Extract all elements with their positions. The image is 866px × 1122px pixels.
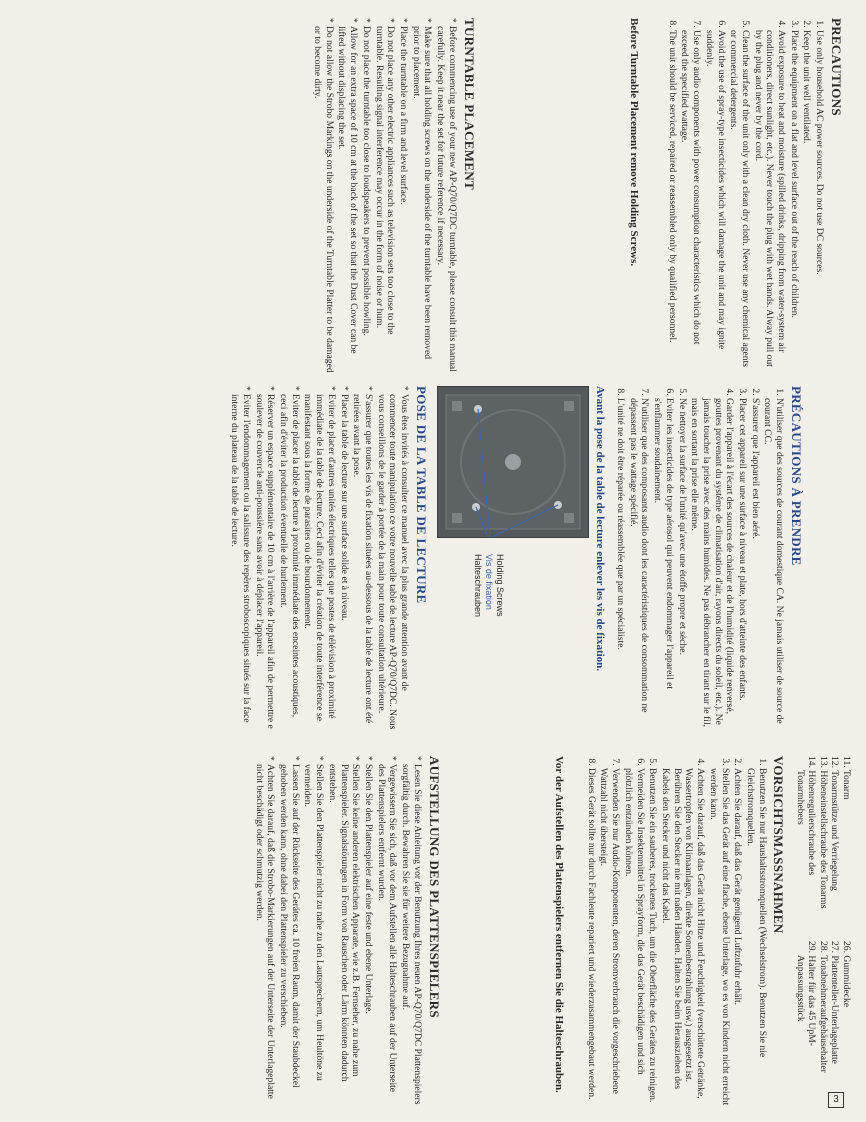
- list-item: * Eviter de placer d'autres unités électriques telles que postes de télévision à proximité immédiate de la table de lecture. Ceci afin d'éviter la création de toute interférence se manifestant sous la forme de parasites ou de bourdonnement.: [302, 394, 337, 731]
- list-item: * Before commencing use of your new AP-Q70/Q7DC turntable, please consult this manual carefully. Keep it near the set for future reference if necessary.: [434, 26, 457, 373]
- list-item: 8. Dieses Gerät sollte nur durch Fachleute repariert und wiederzusammengebaut werden.: [585, 768, 597, 1106]
- list-item: 1. Use only household AC power sources. Do not use DC sources.: [813, 30, 825, 373]
- part-item: 14. Höhenregulierschraube des: [806, 756, 818, 876]
- french-column: [227, 386, 852, 731]
- turntable-underside-drawing: [438, 387, 588, 537]
- list-item: * Lassen Sie auf der Rückseite des Gerätes ca. 10 freien Raum, damit der Staubdeckel gehoben werden kann, ohne dabei den Plattenspieler zu verschieben.: [277, 764, 300, 1106]
- part-item: 27. Plattenteller-Unterlageplatte: [829, 941, 841, 1064]
- callout-label-de: Halteschrauben: [473, 554, 484, 618]
- precautions-list-en: [666, 18, 825, 373]
- list-item: * Réserver un espace supplémentaire de 10 cm à l'arrière de l'appareil afin de permettre e soulever de couvercle anti-poussière sans avoir à déplacer l'appareil.: [253, 394, 276, 731]
- list-item: * Vous êtes invités à consulter ce manuel avec la plus grande attention avant de commencer toute manipulation ce votre nouvelle table de lecture AP-Q70/Q7DC. Nous vous conseillons de le garder à portée de la main pour toute consultation ultérieure.: [375, 394, 410, 731]
- before-placement-heading-en: Before Turntable Placement remove Holding Screws.: [628, 18, 640, 267]
- placement-heading-fr: POSE DE LA TABLE DE LECTURE: [413, 386, 429, 604]
- page-number: 3: [828, 1092, 844, 1108]
- list-item: 7. Use only audio components with power consumption characteristics which do not exceed the specified wattage.: [679, 30, 702, 373]
- part-item: 13. Höheneinstellschraube des Tonarms: [818, 756, 829, 909]
- precautions-list-de: [585, 756, 768, 1106]
- list-item: 8. The unit should be serviced, repaired or reassembled only by qualified personnel.: [666, 30, 678, 373]
- list-item: 5. Benutzen Sie ein sauberes, trockenes Tuch, um die Oberfläche des Gerätes zu reinigen.: [647, 768, 659, 1106]
- list-item: * Do not allow the Strobo Markings on the underside of the Turntable Platter to be damaged or to become dirty.: [311, 26, 334, 373]
- part-item: 11. Tonarm: [841, 756, 852, 800]
- part-item: Tonarmhebers: [795, 770, 806, 825]
- turntable-underside-figure: [437, 386, 589, 618]
- before-placement-heading-fr: Avant la pose de la table de lecture enlever les vis de fixation.: [594, 386, 607, 672]
- list-item: * Make sure that all holding screws on the underside of the turntable have been removed prior to placement.: [410, 26, 433, 373]
- german-column: [252, 756, 852, 1106]
- list-item: 6. Avoid the use of spray-type insecticides which will damage the unit and may ignite suddenly.: [703, 30, 726, 373]
- list-item: * Do not place the turntable too close to loudspeakers to prevent possible howling.: [360, 26, 372, 373]
- list-item: * Placer la table de lecture sur une surface solide et à niveau.: [338, 394, 350, 731]
- placement-heading-de: AUFSTELLUNG DES PLATTENSPIELERS: [426, 756, 442, 1018]
- parts-list-left: [795, 756, 853, 921]
- list-item: * Allow for an extra space of 10 cm at the back of the set so that the Dust Cover can be lifted without displacing the set.: [336, 26, 359, 373]
- precautions-heading-fr: PRÉCAUTIONS À PRENDRE: [789, 386, 804, 566]
- list-item: 4. Avoid exposure to heat and moisture (spilled drinks, dripping from water-system air conditioners, direct sunlight, etc.). Never touch the plug with wet hands. Alway pull out by the plug and never by the cord.: [752, 30, 787, 373]
- placement-list-fr: [228, 386, 410, 731]
- list-item: 8. L'unité ne doit être réparée ou réassemblée que par un spécialiste.: [614, 398, 626, 731]
- english-column: [310, 18, 852, 373]
- list-item: * Place the turntable on a firm and level surface.: [397, 26, 409, 373]
- list-item: 1. N'utiliser que des sources de courant domestique CA. Ne jamais utiliser de source de courant CC.: [762, 398, 785, 731]
- list-item: 5. Ne nettoyer la surface de l'unité qu'avec une étoffe propre et sèche.: [676, 398, 688, 731]
- precautions-heading-en: PRECAUTIONS: [829, 18, 844, 116]
- list-item: 4. Garder l'appareil à l'écart des sources de chaleur et de l'humidité (liquide renversé, gouttes provenant du système de climatisation d'air, rayons directs du soleil, etc.). Ne jamais toucher la prise avec des mains humides. Ne pas débrancher en tirant sur le fil, mais en sortant la prise elle même.: [689, 398, 736, 731]
- list-item: 2. S'assurer que l'appareil est bien aéré.: [749, 398, 761, 731]
- list-item: 4. Achten Sie darauf, daß das Gerät nicht Hitze und Feuchtigkeit (verschüttete Getränke, Wassertropfen von Klimaanlagen, direkte Sonnenbestrahlung usw.) ausgesetzt ist. Berühren Sie den Stecker nie mit naßen Händen. Halten Sie beim Herausziehen des Kabels den Stecker und nicht das Kabel.: [659, 768, 706, 1106]
- callout-label-en: Holding Screws: [494, 554, 505, 617]
- list-item: 7. Verwenden Sie nur Audio-Komponenten, deren Stromverbrauch die vorgeschriebene Wattzahl nicht übersteigt.: [598, 768, 621, 1106]
- precautions-list-fr: [614, 386, 785, 731]
- list-item: 3. Place the equipment on a flat and level surface out of the reach of children.: [788, 30, 800, 373]
- parts-list-right: [795, 941, 853, 1106]
- holding-screws-callout: [473, 554, 505, 654]
- precautions-heading-de: VORSICHTSMASSNAHMEN: [771, 756, 787, 934]
- part-item: 26. Gummidecke: [841, 941, 852, 1008]
- list-item: * Vergewissern Sie sich, daß vor dem Aufstellen alle Halteschrauben auf der Unterseite des Plattenspielers entfernt wurden.: [375, 764, 398, 1106]
- part-item: 28. Tonabnehmeraufgehäusehalter: [818, 941, 829, 1073]
- list-item: 3. Placer cet appareil sur une surface à niveau et plate, hors d'atteinte des enfants.: [736, 398, 748, 731]
- list-item: * Eviter l'endommagement ou la salissure des repères stroboscopiques situés sur la face interne du plateau de la table de lecture.: [228, 394, 251, 731]
- placement-list-de: [253, 756, 423, 1106]
- list-item: 2. Keep the unit well ventilated.: [801, 30, 813, 373]
- list-item: * Lesen Sie diese Anleitung vor der Benutzung Ihres neuen AP-Q70/Q7DC Plattenspielers sorgfältig durch. Bewahren Sie sie für weitere Bezugnahme auf.: [399, 764, 422, 1106]
- list-item: 5. Clean the surface of the unit only with a clean dry cloth. Never use any chemical agents or commercial detergents.: [728, 30, 751, 373]
- list-item: * Do not place any other electric appliances such as television sets too close to the turntable. Resulting signal interference may occur in the form of noise or hum.: [373, 26, 396, 373]
- list-item: * S'assurer que toutes les vis de fixation situées au-dessous de la table de lecture ont été retirées avant la pose.: [351, 394, 374, 731]
- list-item: 3. Stellen Sie das Gerät auf eine flache, ebene Unterlage, wo es von Kindern nicht erreicht werden kann.: [707, 768, 730, 1106]
- placement-list-en: [311, 18, 457, 373]
- list-item: * Stellen Sie den Plattenspieler auf eine feste und ebene Unterlage.: [362, 764, 374, 1106]
- list-item: 1. Benutzen Sie nur Haushaltsstromquellen (Wechselstrom). Benutzen Sie nie Gleichstromquellen.: [744, 768, 767, 1106]
- list-item: * Stellen Sie keine anderen elektrischen Apparate, wie z.B. Fernseher, zu nahe zum Plattenspieler. Signalstörungen in Form von Rauschen oder Lärm könnten dadurch entstehen.: [326, 764, 361, 1106]
- part-item: 29. Halter für das 45 UpM-: [806, 941, 818, 1046]
- list-item: * Stellen Sie den Plattenspieler nicht zu nahe zu den Lautsprechern, um Heultöne zu vermeiden.: [302, 764, 325, 1106]
- turntable-underside-photo: [437, 386, 589, 538]
- list-item: * Eviter de placer la table de lecture à proximité immédiate des enceintes acoustiques, ceci afin d'éviter la production éventuelle de hurlement.: [277, 394, 300, 731]
- part-item: 12. Tonarmstütze und Verriegelung: [829, 756, 841, 891]
- list-item: 2. Achten Sie darauf, daß das Gerät genügend Luftzufuhr erhält.: [732, 768, 744, 1106]
- parts-list: [795, 756, 853, 1106]
- list-item: 6. Vermeiden Sie Insektenmittel in Sprayform, die das Gerät beschädigen und sich plötzlich entzünden können.: [622, 768, 645, 1106]
- list-item: * Achten Sie darauf, daß die Strobo-Markierungen auf der Unterseite der Unterlageplatte nicht beschädigt oder schmutzig werden.: [253, 764, 276, 1106]
- part-item: Anpassungsstück: [795, 955, 806, 1022]
- list-item: 6. Eviter les insecticides de type aérosol qui peuvent endommager l'appareil et s'enflammer soudainement.: [651, 398, 674, 731]
- placement-heading-en: TURNTABLE PLACEMENT: [461, 18, 477, 190]
- callout-label-fr: Vis de fixation: [484, 554, 495, 610]
- list-item: 7. N'utiliser que des composants audio dont les caractéristiques de consommation ne dépassent pas le wattage spécifié.: [627, 398, 650, 731]
- before-placement-heading-de: Vor der Aufstellen des Plattenspielers entfernen Sie die Halteschrauben.: [553, 756, 566, 1093]
